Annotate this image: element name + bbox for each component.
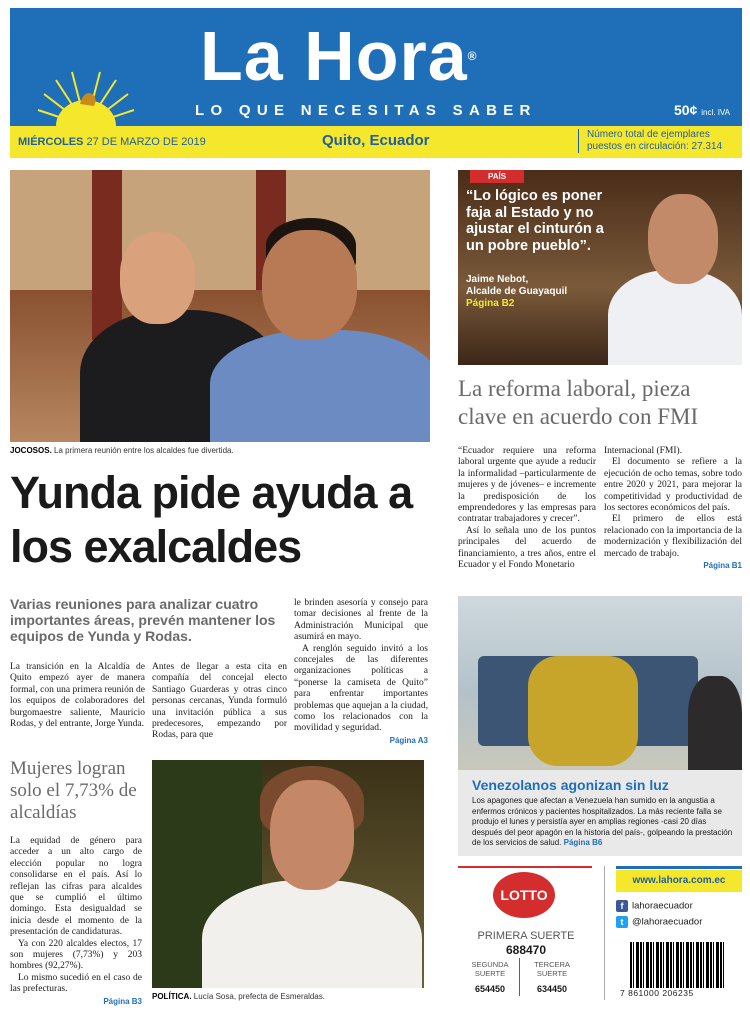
issue-date: MIÉRCOLES 27 DE MARZO DE 2019 <box>18 136 206 148</box>
reform-col-1: “Ecuador requiere una reforma laboral urgente que ayude a reducir la informalidad –particularmente de mujeres y de jóvenes– e incremente la predisposición de los emprendedores y las empresas para contratar trabajadores y crecer”. Así lo señala uno de los puntos principales del acuerdo de financiamiento, a tres años, entre el Ecuador y el Fondo Monetario <box>458 446 596 571</box>
lotto-divider <box>519 958 520 996</box>
lotto-third-number: 634450 <box>536 984 568 994</box>
main-headline[interactable]: Yunda pide ayuda a los exalcaldes <box>10 467 413 572</box>
reform-page-ref[interactable]: Página B1 <box>703 561 742 571</box>
main-story-page-ref[interactable]: Página A3 <box>389 735 428 745</box>
venezuela-hospital-photo[interactable] <box>458 596 742 770</box>
nebot-quote: “Lo lógico es poner faja al Estado y no ajustar el cinturón a un pobre pueblo”. <box>466 188 604 254</box>
facebook-link[interactable]: f lahoraecuador <box>616 900 693 912</box>
date-bar <box>10 126 742 158</box>
main-subhead: Varias reuniones para analizar cuatro importantes áreas, prevén mantener los equipos de Yunda y Rodas. <box>10 596 276 644</box>
main-photo-caption: JOCOSOS. La primera reunión entre los alcaldes fue divertida. <box>10 446 234 455</box>
masthead <box>10 8 742 126</box>
footer-divider <box>604 866 605 1000</box>
reform-col-2: Internacional (FMI). El documento se refiere a la ejecución de ocho temas, sobre todo entre 2020 y 2021, para mejorar la competitividad y productividad de los sectores económicos del país. El primero de ellos está relacionado con la importancia de la modernización y flexibilización del mercado de trabajo. Página B1 <box>604 446 742 571</box>
venezuela-body: Los apagones que afectan a Venezuela han sumido en la angustia a enfermos crónicos y pacientes hospitalizados. La más reciente falla se produjo el lunes y persistía ayer en amplias regiones -casi 20 días después del peor apagón en la historia del país-, golpeando la prestación de los servicios de salud. Página B6 <box>472 796 733 847</box>
lotto-first-number: 688470 <box>505 943 547 957</box>
sosa-photo-caption: POLÍTICA. Lucía Sosa, prefecta de Esmeraldas. <box>152 992 325 1001</box>
nebot-attribution: Jaime Nebot, Alcalde de Guayaquil Página B2 <box>466 274 568 309</box>
venezuela-headline[interactable]: Venezolanos agonizan sin luz <box>472 777 669 793</box>
sun-rooster-logo-icon <box>36 70 136 126</box>
barcode-icon <box>630 942 726 988</box>
section-tag-pais[interactable]: PAÍS <box>470 170 524 183</box>
circulation-note: Número total de ejemplares puestos en circulación: 27.314 <box>578 129 738 153</box>
main-story-col-1: La transición en la Alcaldía de Quito empezó ayer de manera formal, con una primera reunión de los equipos de colaboradores del burgomaestre saliente, Mauricio Rodas, y del entrante, Jorge Yunda. <box>10 662 145 730</box>
main-story-col-3: le brinden asesoría y consejo para tomar decisiones al frente de la Administración Municipal que asumirá en mayo. A renglón seguido invitó a los concejales de las diferentes organizaciones políticas a “ponerse la camiseta de Quito” para enfrentar importantes problemas que aquejan a la ciudad, como los relacionados con la movilidad y seguridad. Página A3 <box>294 598 428 745</box>
main-story-col-2: Antes de llegar a esta cita en compañía del concejal electo Santiago Guarderas y otras cinco personas cercanas, Yunda formuló una invitación pública a sus predecesores, empezando por Rodas, para que <box>152 662 287 741</box>
tagline: LO QUE NECESITAS SABER <box>195 102 537 119</box>
website-link[interactable]: www.lahora.com.ec <box>616 870 742 892</box>
sosa-photo[interactable] <box>152 760 424 988</box>
city-label: Quito, Ecuador <box>322 132 430 149</box>
lotto-logo: LOTTO <box>493 872 555 918</box>
women-story-page-ref[interactable]: Página B3 <box>103 996 142 1006</box>
lotto-first-label: PRIMERA SUERTE <box>477 930 575 942</box>
twitter-icon: t <box>616 916 628 928</box>
nebot-page-ref[interactable]: Página B2 <box>466 298 515 309</box>
newspaper-logo[interactable]: La Hora® <box>200 17 478 95</box>
lotto-third-label: TERCERA SUERTE <box>534 960 570 978</box>
barcode-number: 7 861000 206235 <box>620 988 694 998</box>
twitter-link[interactable]: t @lahoraecuador <box>616 916 702 928</box>
web-bar-top <box>616 866 742 869</box>
women-headline[interactable]: Mujeres logran solo el 7,73% de alcaldías <box>10 758 137 823</box>
venezuela-page-ref[interactable]: Página B6 <box>563 838 603 847</box>
women-story-body: La equidad de género para acceder a un alto cargo de elección popular no logra consolidarse en el país. Así lo reflejan las cifras para alcaldes que se cumplió el último domingo. Esta desigualdad se inicia desde el momento de la presentación de candidaturas. Ya con 220 alcaldes electos, 17 son mujeres (7,73%) y 203 hombres (92,27%). Lo mismo sucedió en el caso de las prefecturas. Página B3 <box>10 836 142 1006</box>
main-story-photo[interactable] <box>10 170 430 442</box>
lotto-second-label: SEGUNDA SUERTE <box>471 960 509 978</box>
price: 50¢ incl. IVA <box>674 102 730 118</box>
facebook-icon: f <box>616 900 628 912</box>
reform-headline[interactable]: La reforma laboral, pieza clave en acuerdo con FMI <box>458 376 699 429</box>
lotto-second-number: 654450 <box>474 984 506 994</box>
